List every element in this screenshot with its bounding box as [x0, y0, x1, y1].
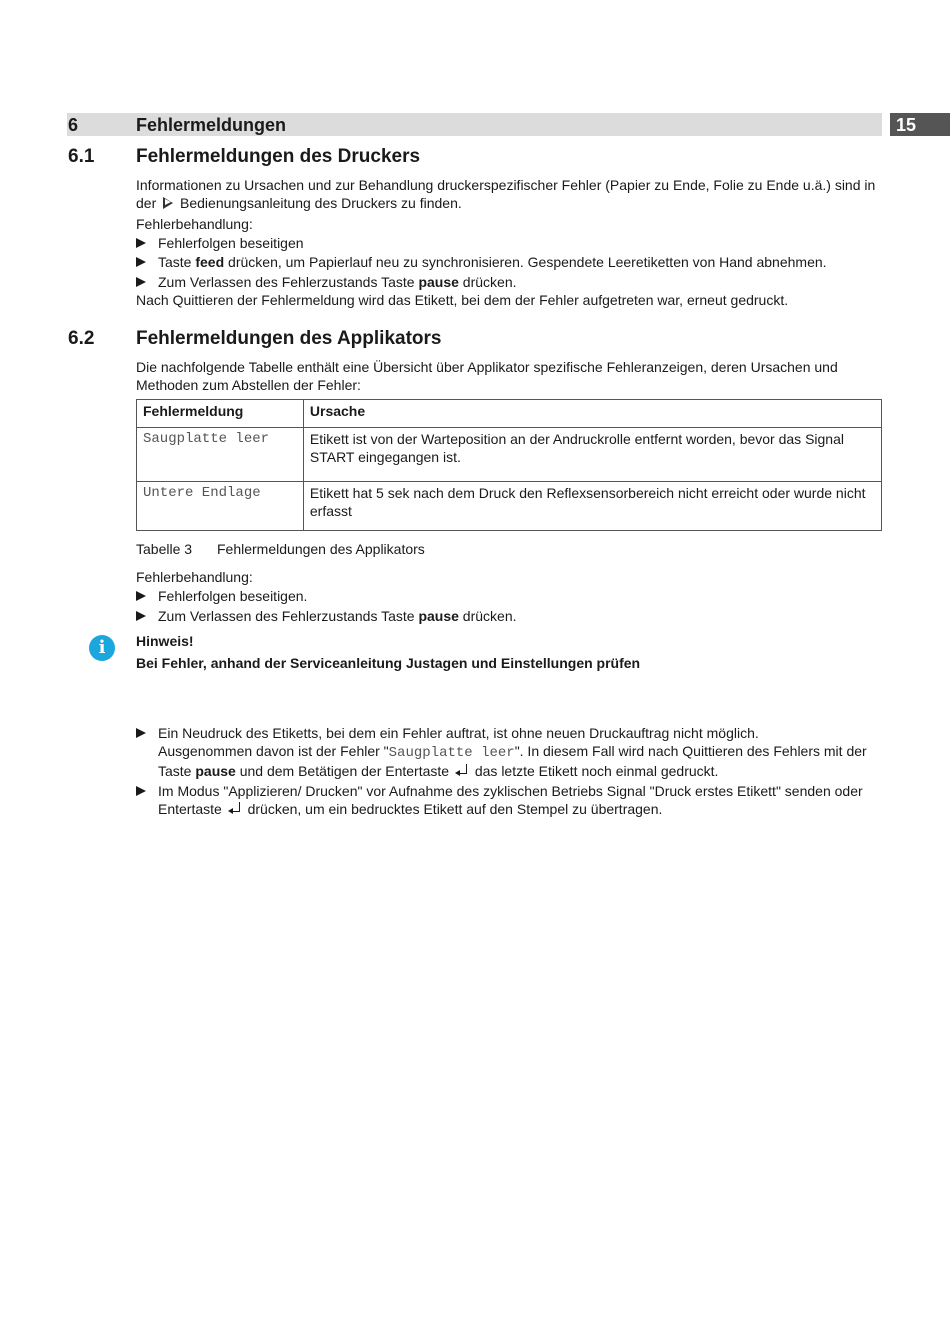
handling-label: Fehlerbehandlung:	[136, 216, 253, 232]
chapter-title: Fehlermeldungen	[136, 115, 287, 135]
section-number: 6.2	[68, 328, 95, 349]
table-header-row	[137, 400, 882, 428]
cross-reference-icon	[163, 197, 173, 209]
section-title: Fehlermeldungen des Applikators	[136, 328, 442, 349]
bullet-triangle-icon	[136, 591, 146, 601]
enter-key-icon	[455, 764, 469, 777]
page-number: 15	[890, 113, 950, 136]
bullet-triangle-icon	[136, 786, 146, 796]
table-row	[137, 482, 882, 531]
table-row	[137, 428, 882, 482]
section-intro: Informationen zu Ursachen und zur Behandlung druckerspezifischer Fehler (Papier zu Ende, Folie zu Ende u.ä.) sind in der Bedienungsanleitung des Druckers zu finden.	[136, 177, 876, 211]
error-message-cell: Untere Endlage	[137, 482, 304, 531]
cause-cell: Etikett ist von der Warteposition an der Andruckrolle entfernt worden, bevor das Signal START eingegangen ist.	[303, 428, 881, 482]
bullet-triangle-icon	[136, 238, 146, 248]
enter-key-icon	[228, 802, 242, 815]
error-table	[136, 399, 882, 531]
column-header: Ursache	[303, 400, 881, 428]
caption-text: Fehlermeldungen des Applikators	[217, 541, 425, 557]
column-header: Fehlermeldung	[137, 400, 304, 428]
bullet-triangle-icon	[136, 257, 146, 267]
section-intro: Die nachfolgende Tabelle enthält eine Übersicht über Applikator spezifische Fehleranzeigen, deren Ursachen und Methoden zum Abstellen der Fehler:	[136, 359, 838, 393]
table-caption	[136, 540, 425, 558]
error-code: Saugplatte leer	[388, 745, 515, 761]
caption-label: Tabelle 3	[136, 541, 193, 557]
note-text: Bei Fehler, anhand der Serviceanleitung Justagen und Einstellungen prüfen	[136, 655, 641, 671]
section-title: Fehlermeldungen des Druckers	[136, 146, 421, 167]
chapter-number: 6	[68, 115, 79, 135]
info-icon: i	[89, 635, 115, 661]
closing-paragraph: Nach Quittieren der Fehlermeldung wird das Etikett, bei dem der Fehler aufgetreten war, erneut gedruckt.	[136, 292, 789, 308]
handling-label: Fehlerbehandlung:	[136, 569, 253, 585]
bullet-triangle-icon	[136, 728, 146, 738]
error-message-cell: Saugplatte leer	[137, 428, 304, 482]
bullet-triangle-icon	[136, 611, 146, 621]
bullet-triangle-icon	[136, 277, 146, 287]
cause-cell: Etikett hat 5 sek nach dem Druck den Reflexsensorbereich nicht erreicht oder wurde nicht erfasst	[303, 482, 881, 531]
section-number: 6.1	[68, 146, 95, 167]
note-title: Hinweis!	[136, 633, 194, 649]
